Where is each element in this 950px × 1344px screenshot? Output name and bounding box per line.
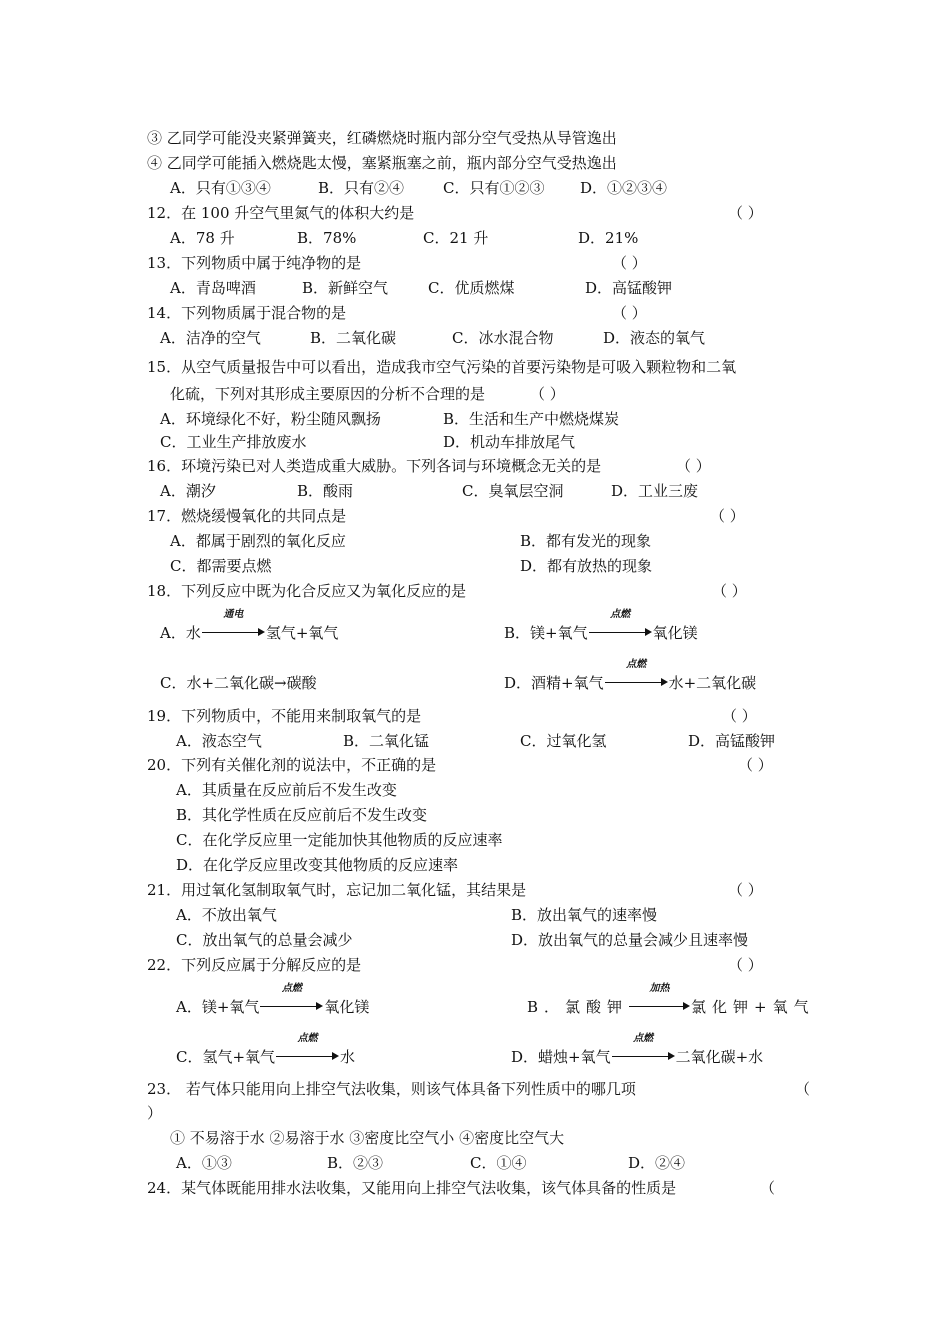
q23-paren-close: ） (147, 1104, 163, 1122)
q12-option-b: B．78% (297, 229, 357, 247)
q18-a-products: 氢气+氧气 (265, 624, 339, 642)
q22-option-b (527, 983, 815, 1017)
q18-option-d (504, 659, 757, 693)
q21-stem: 21．用过氧化氢制取氧气时，忘记加二氧化锰，其结果是 (147, 881, 527, 899)
q15-option-b: B．生活和生产中燃烧煤炭 (443, 410, 620, 428)
q12-answer-paren: （ ） (728, 204, 763, 222)
reaction-arrow (612, 1033, 675, 1067)
q22-stem: 22．下列反应属于分解反应的是 (147, 956, 362, 974)
q18-option-a (160, 609, 339, 643)
q22-c-reactants: C．氢气+氧气 (176, 1048, 276, 1066)
q15-option-c: C．工业生产排放废水 (160, 433, 307, 451)
q22-b-reactants: B．氯酸钾 (527, 998, 629, 1016)
reaction-arrow (260, 983, 323, 1017)
q23-stem: 23． 若气体只能用向上排空气法收集，则该气体具备下列性质中的哪几项 (147, 1080, 636, 1098)
q15-answer-paren: （ ） (530, 385, 565, 403)
q19-answer-paren: （ ） (722, 707, 757, 725)
q17-option-c: C．都需要点燃 (170, 557, 272, 575)
q24-paren-open: （ (760, 1179, 776, 1197)
reaction-arrow (589, 609, 652, 643)
reaction-condition: 加热 (649, 983, 670, 994)
q13-option-c: C．优质燃煤 (428, 279, 515, 297)
q22-d-reactants: D．蜡烛+氧气 (511, 1048, 611, 1066)
reaction-arrow (202, 609, 265, 643)
reaction-condition: 通电 (223, 609, 244, 620)
q11-option-d: D．①②③④ (580, 179, 668, 197)
q22-option-d (511, 1033, 764, 1067)
q22-c-products: 水 (340, 1048, 356, 1066)
reaction-arrow (605, 659, 668, 693)
statement-3: ③ 乙同学可能没夹紧弹簧夹，红磷燃烧时瓶内部分空气受热从导管逸出 (147, 129, 617, 147)
q12-option-d: D．21% (578, 229, 639, 247)
reaction-condition: 点燃 (281, 983, 302, 994)
reaction-condition: 点燃 (626, 659, 647, 670)
q22-option-c (176, 1033, 356, 1067)
q16-answer-paren: （ ） (676, 457, 711, 475)
q22-a-products: 氧化镁 (324, 998, 370, 1016)
q14-option-c: C．冰水混合物 (452, 329, 554, 347)
reaction-arrow (276, 1033, 339, 1067)
q22-answer-paren: （ ） (728, 956, 763, 974)
q17-option-d: D．都有放热的现象 (520, 557, 653, 575)
reaction-condition: 点燃 (610, 609, 631, 620)
q19-stem: 19．下列物质中，不能用来制取氧气的是 (147, 707, 422, 725)
q18-d-products: 水+二氧化碳 (668, 674, 757, 692)
q17-option-b: B．都有发光的现象 (520, 532, 652, 550)
q12-option-a: A．78 升 (170, 229, 235, 247)
q23-option-c: C．①④ (470, 1154, 527, 1172)
q13-option-b: B．新鲜空气 (302, 279, 389, 297)
q18-stem: 18．下列反应中既为化合反应又为氧化反应的是 (147, 582, 467, 600)
q17-stem: 17．燃烧缓慢氧化的共同点是 (147, 507, 347, 525)
q21-answer-paren: （ ） (728, 881, 763, 899)
q22-b-products: 氯化钾+氧气 (691, 998, 815, 1016)
q18-a-reactants: A．水 (160, 624, 201, 642)
q21-option-a: A．不放出氧气 (176, 906, 277, 924)
q23-properties: ① 不易溶于水 ②易溶于水 ③密度比空气小 ④密度比空气大 (170, 1129, 565, 1147)
q18-option-c: C．水+二氧化碳→碳酸 (160, 674, 317, 692)
q11-option-b: B．只有②④ (318, 179, 405, 197)
q14-option-b: B．二氧化碳 (310, 329, 397, 347)
q12-option-c: C．21 升 (423, 229, 489, 247)
q14-option-a: A．洁净的空气 (160, 329, 261, 347)
q19-option-b: B．二氧化锰 (343, 732, 430, 750)
q12-stem: 12．在 100 升空气里氮气的体积大约是 (147, 204, 415, 222)
q23-paren-open: （ (795, 1080, 811, 1098)
statement-4: ④ 乙同学可能插入燃烧匙太慢，塞紧瓶塞之前，瓶内部分空气受热逸出 (147, 154, 617, 172)
q21-option-b: B．放出氧气的速率慢 (511, 906, 658, 924)
q15-stem-line1: 15．从空气质量报告中可以看出，造成我市空气污染的首要污染物是可吸入颗粒物和二氧 (147, 358, 737, 376)
q22-a-reactants: A．镁+氧气 (176, 998, 260, 1016)
q21-option-d: D．放出氧气的总量会减少且速率慢 (511, 931, 749, 949)
q14-stem: 14．下列物质属于混合物的是 (147, 304, 347, 322)
q23-option-a: A．①③ (176, 1154, 232, 1172)
q20-option-d: D．在化学反应里改变其他物质的反应速率 (176, 856, 459, 874)
q16-option-c: C．臭氧层空洞 (462, 482, 564, 500)
q22-d-products: 二氧化碳+水 (675, 1048, 764, 1066)
q21-option-c: C．放出氧气的总量会减少 (176, 931, 353, 949)
q18-d-reactants: D．酒精+氧气 (504, 674, 604, 692)
q15-option-d: D．机动车排放尾气 (443, 433, 576, 451)
q20-answer-paren: （ ） (738, 756, 773, 774)
q11-option-a: A．只有①③④ (170, 179, 271, 197)
q14-answer-paren: （ ） (612, 304, 647, 322)
q15-option-a: A．环境绿化不好，粉尘随风飘扬 (160, 410, 381, 428)
q20-option-a: A．其质量在反应前后不发生改变 (176, 781, 397, 799)
q11-option-c: C．只有①②③ (443, 179, 545, 197)
q14-option-d: D．液态的氧气 (603, 329, 706, 347)
q17-answer-paren: （ ） (710, 507, 745, 525)
reaction-condition: 点燃 (633, 1033, 654, 1044)
q18-b-products: 氧化镁 (652, 624, 698, 642)
q22-option-a (176, 983, 370, 1017)
q18-answer-paren: （ ） (712, 582, 747, 600)
q18-b-reactants: B．镁+氧气 (504, 624, 588, 642)
q16-option-d: D．工业三废 (611, 482, 699, 500)
q13-option-a: A．青岛啤酒 (170, 279, 256, 297)
q19-option-d: D．高锰酸钾 (688, 732, 776, 750)
q17-option-a: A．都属于剧烈的氧化反应 (170, 532, 346, 550)
q20-option-c: C．在化学反应里一定能加快其他物质的反应速率 (176, 831, 503, 849)
q20-option-b: B．其化学性质在反应前后不发生改变 (176, 806, 428, 824)
q18-option-b (504, 609, 698, 643)
q16-stem: 16．环境污染已对人类造成重大威胁。下列各词与环境概念无关的是 (147, 457, 602, 475)
reaction-arrow (629, 983, 690, 1017)
q13-stem: 13．下列物质中属于纯净物的是 (147, 254, 362, 272)
q23-option-d: D．②④ (628, 1154, 686, 1172)
q13-option-d: D．高锰酸钾 (585, 279, 673, 297)
q15-stem-line2: 化硫，下列对其形成主要原因的分析不合理的是 (170, 385, 486, 403)
q24-stem: 24．某气体既能用排水法收集，又能用向上排空气法收集，该气体具备的性质是 (147, 1179, 677, 1197)
q16-option-a: A．潮汐 (160, 482, 216, 500)
q23-option-b: B．②③ (327, 1154, 384, 1172)
q20-stem: 20．下列有关催化剂的说法中，不正确的是 (147, 756, 437, 774)
q16-option-b: B．酸雨 (297, 482, 354, 500)
q19-option-c: C．过氧化氢 (520, 732, 607, 750)
q19-option-a: A．液态空气 (176, 732, 262, 750)
reaction-condition: 点燃 (297, 1033, 318, 1044)
q13-answer-paren: （ ） (612, 254, 647, 272)
